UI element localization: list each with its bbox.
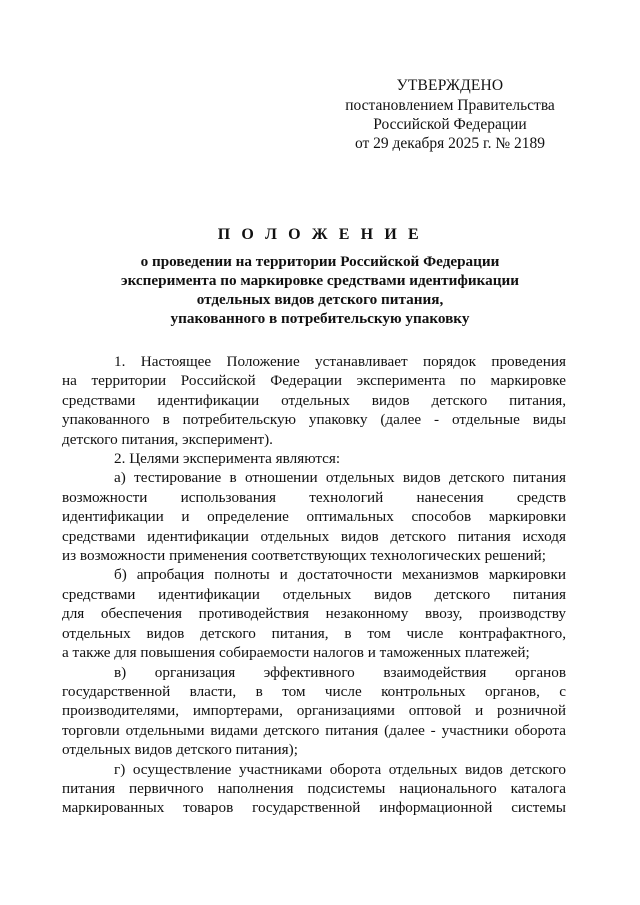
paragraph-line: б) апробация полноты и достаточности механизмов маркировки — [114, 566, 566, 584]
paragraph-line: упакованного в потребительскую упаковку (далее - отдельные виды — [62, 411, 566, 429]
paragraph-line: возможности использования технологий нанесения средств — [62, 488, 566, 506]
paragraph-line: для обеспечения противодействия незаконному ввозу, производству — [62, 605, 566, 623]
subtitle-line: эксперимента по маркировке средствами идентификации — [121, 272, 519, 289]
paragraph — [62, 468, 566, 565]
approval-stamp: УТВЕРЖДЕНО — [396, 77, 504, 94]
paragraph-line: средствами идентификации отдельных видов детского питания исходя — [62, 527, 566, 545]
paragraph-line: а) тестирование в отношении отдельных видов детского питания — [114, 469, 566, 487]
paragraph-line: питания первичного наполнения подсистемы национального каталога — [62, 779, 566, 797]
document-body — [62, 352, 566, 818]
paragraph-line: маркированных товаров государственной информационной системы — [62, 799, 566, 817]
paragraph-line: а также для повышения собираемости налогов и таможенных платежей; — [62, 644, 530, 662]
document-title: П О Л О Ж Е Н И Е — [217, 226, 423, 243]
paragraph-line: производителями, импортерами, организациями оптовой и розничной — [62, 702, 566, 720]
subtitle-line: о проведении на территории Российской Федерации — [140, 253, 500, 270]
paragraph-line: отдельных видов детского питания, в том числе контрафактного, — [62, 624, 566, 642]
paragraph-line: торговли отдельными видами детского питания (далее - участники оборота — [62, 721, 566, 739]
subtitle-line: упакованного в потребительскую упаковку — [170, 310, 470, 327]
paragraph — [62, 760, 566, 818]
paragraph — [62, 352, 566, 449]
paragraph-line: на территории Российской Федерации эксперимента по маркировке — [62, 372, 566, 390]
paragraph-line: г) осуществление участниками оборота отдельных видов детского — [114, 760, 566, 778]
paragraph-line: средствами идентификации отдельных видов детского питания, — [62, 391, 566, 409]
paragraph-line: отдельных видов детского питания); — [62, 741, 298, 759]
approval-line: Российской Федерации — [373, 116, 527, 133]
paragraph-line: средствами идентификации отдельных видов детского питания — [62, 585, 566, 603]
approval-line: от 29 декабря 2025 г. № 2189 — [354, 135, 546, 152]
paragraph-line: идентификации и определение оптимальных способов маркировки — [62, 508, 566, 526]
approval-block — [340, 76, 560, 153]
paragraph-line: в) организация эффективного взаимодействия органов — [114, 663, 566, 681]
paragraph-line: из возможности применения соответствующих технологических решений; — [62, 547, 546, 565]
paragraph-line: 2. Целями эксперимента являются: — [114, 450, 341, 468]
document-subtitle — [60, 252, 580, 328]
paragraph-line: 1. Настоящее Положение устанавливает порядок проведения — [114, 353, 566, 370]
paragraph-line: детского питания, эксперимент). — [62, 430, 273, 448]
paragraph — [62, 565, 566, 662]
subtitle-line: отдельных видов детского питания, — [196, 291, 444, 308]
paragraph — [62, 663, 566, 760]
paragraph-line: государственной власти, в том числе контрольных органов, с — [62, 682, 566, 700]
paragraph — [62, 449, 566, 468]
approval-line: постановлением Правительства — [345, 97, 555, 114]
